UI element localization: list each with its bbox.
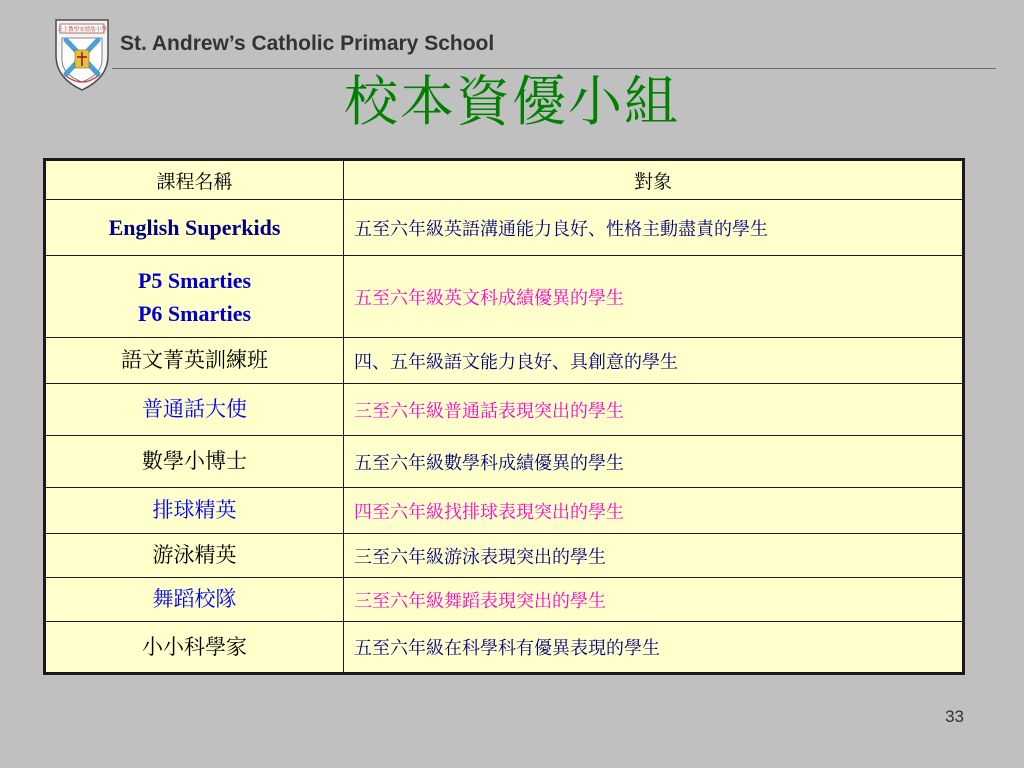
- program-name: 排球精英: [152, 498, 237, 522]
- table-row: [45, 622, 964, 674]
- target-students-cell: 五至六年級在科學科有優異表現的學生: [344, 622, 964, 674]
- program-name-cell: [45, 436, 344, 488]
- program-name: 語文菁英訓練班: [121, 348, 268, 372]
- program-name-cell: [45, 200, 344, 256]
- header-target-students: 對象: [344, 160, 964, 200]
- table-row: [45, 384, 964, 436]
- target-students-cell: 五至六年級英文科成績優異的學生: [344, 256, 964, 338]
- program-name-cell: [45, 578, 344, 622]
- table-row: [45, 534, 964, 578]
- program-name: 舞蹈校隊: [152, 587, 237, 611]
- target-students-cell: 三至六年級舞蹈表現突出的學生: [344, 578, 964, 622]
- table-row: [45, 200, 964, 256]
- table-header-row: [45, 160, 964, 200]
- program-name: 小小科學家: [142, 634, 247, 659]
- gifted-program-table: [43, 158, 965, 675]
- program-name-cell: [45, 256, 344, 338]
- program-name: 數學小博士: [142, 449, 247, 473]
- header-program-name: 課程名稱: [45, 160, 344, 200]
- target-students-cell: 五至六年級英語溝通能力良好、性格主動盡責的學生: [344, 200, 964, 256]
- program-name: P6 Smarties: [137, 300, 252, 326]
- program-name: English Superkids: [108, 215, 281, 240]
- program-name: 普通話大使: [142, 397, 247, 421]
- program-name-cell: [45, 488, 344, 534]
- program-name: 游泳精英: [152, 543, 237, 567]
- crest-banner-text: 天主教聖安德肋小學: [57, 27, 107, 33]
- target-students-cell: 四、五年級語文能力良好、具創意的學生: [344, 338, 964, 384]
- table-row: [45, 256, 964, 338]
- program-name-cell: [45, 534, 344, 578]
- table-row: [45, 436, 964, 488]
- program-name-cell: [45, 622, 344, 674]
- program-name-cell: [45, 338, 344, 384]
- target-students-cell: 三至六年級普通話表現突出的學生: [344, 384, 964, 436]
- page-title: 校本資優小組: [344, 70, 680, 133]
- table-row: [45, 488, 964, 534]
- school-name: St. Andrew’s Catholic Primary School: [120, 32, 495, 55]
- target-students-cell: 五至六年級數學科成績優異的學生: [344, 436, 964, 488]
- program-name-cell: [45, 384, 344, 436]
- program-name: P5 Smarties: [137, 267, 252, 293]
- table-row: [45, 338, 964, 384]
- table-row: [45, 578, 964, 622]
- target-students-cell: 四至六年級找排球表現突出的學生: [344, 488, 964, 534]
- table-body: [45, 200, 964, 674]
- target-students-cell: 三至六年級游泳表現突出的學生: [344, 534, 964, 578]
- page-number: 33: [945, 707, 964, 726]
